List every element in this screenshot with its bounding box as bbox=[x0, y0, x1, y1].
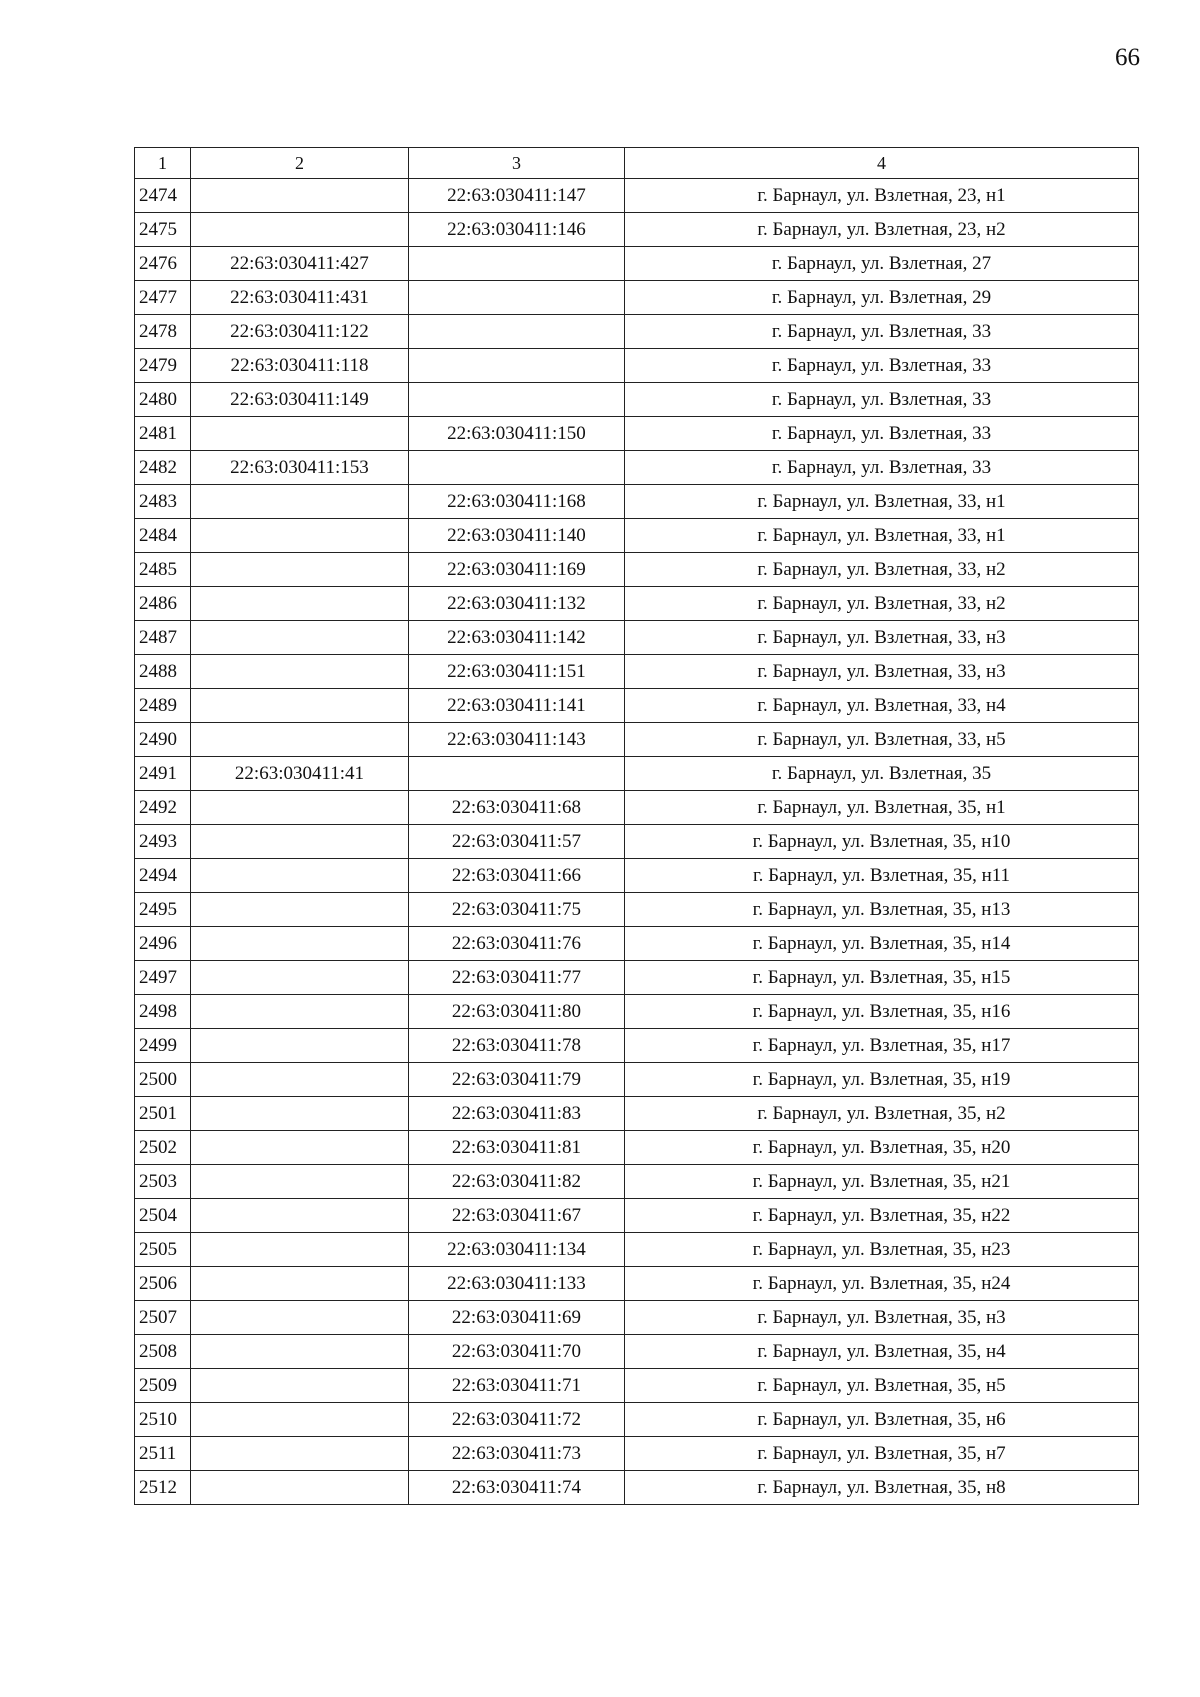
row-number-cell: 2484 bbox=[135, 519, 191, 553]
cadastral-number-cell: 22:63:030411:80 bbox=[409, 995, 625, 1029]
cadastral-number-cell: 22:63:030411:431 bbox=[191, 281, 409, 315]
table-row bbox=[135, 315, 1139, 349]
cadastral-number-cell: 22:63:030411:69 bbox=[409, 1301, 625, 1335]
row-number-cell: 2490 bbox=[135, 723, 191, 757]
cadastral-number-cell bbox=[191, 859, 409, 893]
cadastral-number-cell: 22:63:030411:78 bbox=[409, 1029, 625, 1063]
address-cell: г. Барнаул, ул. Взлетная, 33, н2 bbox=[625, 587, 1139, 621]
table-row bbox=[135, 689, 1139, 723]
row-number-cell: 2481 bbox=[135, 417, 191, 451]
address-cell: г. Барнаул, ул. Взлетная, 33 bbox=[625, 451, 1139, 485]
cadastral-number-cell: 22:63:030411:81 bbox=[409, 1131, 625, 1165]
cadastral-number-cell bbox=[191, 485, 409, 519]
cadastral-number-cell bbox=[409, 349, 625, 383]
cadastral-number-cell: 22:63:030411:151 bbox=[409, 655, 625, 689]
cadastral-number-cell bbox=[191, 1165, 409, 1199]
table-row bbox=[135, 791, 1139, 825]
registry-table bbox=[134, 147, 1139, 1505]
row-number-cell: 2499 bbox=[135, 1029, 191, 1063]
table-row bbox=[135, 621, 1139, 655]
cadastral-number-cell: 22:63:030411:140 bbox=[409, 519, 625, 553]
address-cell: г. Барнаул, ул. Взлетная, 35, н5 bbox=[625, 1369, 1139, 1403]
cadastral-number-cell: 22:63:030411:134 bbox=[409, 1233, 625, 1267]
row-number-cell: 2478 bbox=[135, 315, 191, 349]
cadastral-number-cell: 22:63:030411:168 bbox=[409, 485, 625, 519]
address-cell: г. Барнаул, ул. Взлетная, 35, н15 bbox=[625, 961, 1139, 995]
cadastral-number-cell bbox=[191, 1097, 409, 1131]
cadastral-number-cell bbox=[191, 893, 409, 927]
cadastral-number-cell bbox=[191, 689, 409, 723]
cadastral-number-cell: 22:63:030411:75 bbox=[409, 893, 625, 927]
cadastral-number-cell: 22:63:030411:153 bbox=[191, 451, 409, 485]
table-row bbox=[135, 961, 1139, 995]
row-number-cell: 2510 bbox=[135, 1403, 191, 1437]
address-cell: г. Барнаул, ул. Взлетная, 35, н7 bbox=[625, 1437, 1139, 1471]
row-number-cell: 2496 bbox=[135, 927, 191, 961]
row-number-cell: 2505 bbox=[135, 1233, 191, 1267]
cadastral-number-cell bbox=[191, 791, 409, 825]
cadastral-number-cell bbox=[191, 1437, 409, 1471]
address-cell: г. Барнаул, ул. Взлетная, 33, н2 bbox=[625, 553, 1139, 587]
address-cell: г. Барнаул, ул. Взлетная, 33 bbox=[625, 383, 1139, 417]
row-number-cell: 2498 bbox=[135, 995, 191, 1029]
row-number-cell: 2488 bbox=[135, 655, 191, 689]
cadastral-number-cell: 22:63:030411:70 bbox=[409, 1335, 625, 1369]
table-row bbox=[135, 859, 1139, 893]
address-cell: г. Барнаул, ул. Взлетная, 35, н6 bbox=[625, 1403, 1139, 1437]
table-row bbox=[135, 451, 1139, 485]
table-row bbox=[135, 1165, 1139, 1199]
address-cell: г. Барнаул, ул. Взлетная, 27 bbox=[625, 247, 1139, 281]
address-cell: г. Барнаул, ул. Взлетная, 33, н3 bbox=[625, 655, 1139, 689]
cadastral-number-cell bbox=[191, 1267, 409, 1301]
cadastral-number-cell bbox=[191, 417, 409, 451]
row-number-cell: 2506 bbox=[135, 1267, 191, 1301]
cadastral-number-cell bbox=[191, 1301, 409, 1335]
cadastral-number-cell: 22:63:030411:83 bbox=[409, 1097, 625, 1131]
address-cell: г. Барнаул, ул. Взлетная, 35, н4 bbox=[625, 1335, 1139, 1369]
row-number-cell: 2494 bbox=[135, 859, 191, 893]
row-number-cell: 2511 bbox=[135, 1437, 191, 1471]
cadastral-number-cell bbox=[409, 451, 625, 485]
cadastral-number-cell: 22:63:030411:169 bbox=[409, 553, 625, 587]
address-cell: г. Барнаул, ул. Взлетная, 35, н20 bbox=[625, 1131, 1139, 1165]
table-row bbox=[135, 927, 1139, 961]
table-row bbox=[135, 1437, 1139, 1471]
table-row bbox=[135, 281, 1139, 315]
cadastral-number-cell: 22:63:030411:141 bbox=[409, 689, 625, 723]
cadastral-number-cell: 22:63:030411:76 bbox=[409, 927, 625, 961]
cadastral-number-cell: 22:63:030411:73 bbox=[409, 1437, 625, 1471]
address-cell: г. Барнаул, ул. Взлетная, 23, н1 bbox=[625, 179, 1139, 213]
cadastral-number-cell: 22:63:030411:146 bbox=[409, 213, 625, 247]
cadastral-number-cell: 22:63:030411:79 bbox=[409, 1063, 625, 1097]
table-row bbox=[135, 655, 1139, 689]
table-row bbox=[135, 995, 1139, 1029]
address-cell: г. Барнаул, ул. Взлетная, 35, н11 bbox=[625, 859, 1139, 893]
address-cell: г. Барнаул, ул. Взлетная, 35 bbox=[625, 757, 1139, 791]
table-row bbox=[135, 1369, 1139, 1403]
cadastral-number-cell: 22:63:030411:147 bbox=[409, 179, 625, 213]
table-row bbox=[135, 553, 1139, 587]
address-cell: г. Барнаул, ул. Взлетная, 35, н19 bbox=[625, 1063, 1139, 1097]
address-cell: г. Барнаул, ул. Взлетная, 35, н8 bbox=[625, 1471, 1139, 1505]
address-cell: г. Барнаул, ул. Взлетная, 33, н3 bbox=[625, 621, 1139, 655]
row-number-cell: 2477 bbox=[135, 281, 191, 315]
row-number-cell: 2497 bbox=[135, 961, 191, 995]
address-cell: г. Барнаул, ул. Взлетная, 33 bbox=[625, 349, 1139, 383]
cadastral-number-cell bbox=[191, 213, 409, 247]
table-row bbox=[135, 485, 1139, 519]
cadastral-number-cell: 22:63:030411:118 bbox=[191, 349, 409, 383]
address-cell: г. Барнаул, ул. Взлетная, 35, н17 bbox=[625, 1029, 1139, 1063]
address-cell: г. Барнаул, ул. Взлетная, 35, н3 bbox=[625, 1301, 1139, 1335]
table-row bbox=[135, 1267, 1139, 1301]
cadastral-number-cell bbox=[191, 621, 409, 655]
page-number: 66 bbox=[1115, 44, 1140, 71]
address-cell: г. Барнаул, ул. Взлетная, 33, н4 bbox=[625, 689, 1139, 723]
cadastral-number-cell bbox=[191, 825, 409, 859]
cadastral-number-cell bbox=[191, 587, 409, 621]
address-cell: г. Барнаул, ул. Взлетная, 35, н10 bbox=[625, 825, 1139, 859]
cadastral-number-cell: 22:63:030411:41 bbox=[191, 757, 409, 791]
cadastral-number-cell: 22:63:030411:143 bbox=[409, 723, 625, 757]
address-cell: г. Барнаул, ул. Взлетная, 23, н2 bbox=[625, 213, 1139, 247]
row-number-cell: 2487 bbox=[135, 621, 191, 655]
header-row bbox=[135, 148, 1139, 179]
row-number-cell: 2480 bbox=[135, 383, 191, 417]
cadastral-number-cell: 22:63:030411:66 bbox=[409, 859, 625, 893]
cadastral-number-cell bbox=[191, 1199, 409, 1233]
row-number-cell: 2500 bbox=[135, 1063, 191, 1097]
cadastral-number-cell: 22:63:030411:142 bbox=[409, 621, 625, 655]
row-number-cell: 2504 bbox=[135, 1199, 191, 1233]
column-header-2: 2 bbox=[191, 148, 409, 179]
table-row bbox=[135, 825, 1139, 859]
cadastral-number-cell: 22:63:030411:72 bbox=[409, 1403, 625, 1437]
row-number-cell: 2474 bbox=[135, 179, 191, 213]
column-header-4: 4 bbox=[625, 148, 1139, 179]
table-row bbox=[135, 1335, 1139, 1369]
cadastral-number-cell: 22:63:030411:77 bbox=[409, 961, 625, 995]
row-number-cell: 2486 bbox=[135, 587, 191, 621]
row-number-cell: 2476 bbox=[135, 247, 191, 281]
row-number-cell: 2475 bbox=[135, 213, 191, 247]
address-cell: г. Барнаул, ул. Взлетная, 35, н23 bbox=[625, 1233, 1139, 1267]
table-row bbox=[135, 1199, 1139, 1233]
row-number-cell: 2493 bbox=[135, 825, 191, 859]
row-number-cell: 2495 bbox=[135, 893, 191, 927]
table-row bbox=[135, 723, 1139, 757]
address-cell: г. Барнаул, ул. Взлетная, 35, н21 bbox=[625, 1165, 1139, 1199]
cadastral-number-cell bbox=[191, 995, 409, 1029]
row-number-cell: 2479 bbox=[135, 349, 191, 383]
address-cell: г. Барнаул, ул. Взлетная, 35, н2 bbox=[625, 1097, 1139, 1131]
cadastral-number-cell bbox=[191, 1471, 409, 1505]
table-row bbox=[135, 1063, 1139, 1097]
cadastral-number-cell bbox=[409, 757, 625, 791]
cadastral-number-cell bbox=[191, 519, 409, 553]
cadastral-number-cell bbox=[191, 179, 409, 213]
row-number-cell: 2507 bbox=[135, 1301, 191, 1335]
table-row bbox=[135, 1131, 1139, 1165]
table-row bbox=[135, 417, 1139, 451]
cadastral-number-cell: 22:63:030411:71 bbox=[409, 1369, 625, 1403]
address-cell: г. Барнаул, ул. Взлетная, 35, н22 bbox=[625, 1199, 1139, 1233]
address-cell: г. Барнаул, ул. Взлетная, 33, н1 bbox=[625, 519, 1139, 553]
cadastral-number-cell bbox=[191, 655, 409, 689]
row-number-cell: 2508 bbox=[135, 1335, 191, 1369]
cadastral-number-cell bbox=[191, 1131, 409, 1165]
cadastral-number-cell: 22:63:030411:122 bbox=[191, 315, 409, 349]
cadastral-number-cell: 22:63:030411:427 bbox=[191, 247, 409, 281]
cadastral-number-cell bbox=[191, 1369, 409, 1403]
row-number-cell: 2482 bbox=[135, 451, 191, 485]
cadastral-number-cell: 22:63:030411:68 bbox=[409, 791, 625, 825]
cadastral-number-cell: 22:63:030411:74 bbox=[409, 1471, 625, 1505]
address-cell: г. Барнаул, ул. Взлетная, 33 bbox=[625, 417, 1139, 451]
cadastral-number-cell bbox=[191, 927, 409, 961]
row-number-cell: 2491 bbox=[135, 757, 191, 791]
table-row bbox=[135, 349, 1139, 383]
table-row bbox=[135, 383, 1139, 417]
row-number-cell: 2489 bbox=[135, 689, 191, 723]
table-body bbox=[135, 179, 1139, 1505]
cadastral-number-cell bbox=[191, 1335, 409, 1369]
cadastral-number-cell: 22:63:030411:150 bbox=[409, 417, 625, 451]
cadastral-number-cell bbox=[409, 315, 625, 349]
cadastral-number-cell: 22:63:030411:132 bbox=[409, 587, 625, 621]
table-row bbox=[135, 247, 1139, 281]
cadastral-number-cell bbox=[191, 961, 409, 995]
table-row bbox=[135, 519, 1139, 553]
column-header-3: 3 bbox=[409, 148, 625, 179]
row-number-cell: 2501 bbox=[135, 1097, 191, 1131]
row-number-cell: 2492 bbox=[135, 791, 191, 825]
address-cell: г. Барнаул, ул. Взлетная, 35, н16 bbox=[625, 995, 1139, 1029]
address-cell: г. Барнаул, ул. Взлетная, 29 bbox=[625, 281, 1139, 315]
cadastral-number-cell: 22:63:030411:133 bbox=[409, 1267, 625, 1301]
row-number-cell: 2512 bbox=[135, 1471, 191, 1505]
table-row bbox=[135, 1301, 1139, 1335]
row-number-cell: 2509 bbox=[135, 1369, 191, 1403]
cadastral-number-cell: 22:63:030411:67 bbox=[409, 1199, 625, 1233]
cadastral-number-cell bbox=[191, 1403, 409, 1437]
table-header bbox=[135, 148, 1139, 179]
cadastral-number-cell: 22:63:030411:149 bbox=[191, 383, 409, 417]
table-row bbox=[135, 1097, 1139, 1131]
cadastral-number-cell bbox=[409, 383, 625, 417]
row-number-cell: 2485 bbox=[135, 553, 191, 587]
table-row bbox=[135, 587, 1139, 621]
address-cell: г. Барнаул, ул. Взлетная, 35, н24 bbox=[625, 1267, 1139, 1301]
cadastral-number-cell bbox=[191, 1233, 409, 1267]
cadastral-number-cell bbox=[191, 723, 409, 757]
cadastral-number-cell bbox=[191, 553, 409, 587]
table-row bbox=[135, 893, 1139, 927]
address-cell: г. Барнаул, ул. Взлетная, 33 bbox=[625, 315, 1139, 349]
cadastral-number-cell: 22:63:030411:82 bbox=[409, 1165, 625, 1199]
table-row bbox=[135, 1233, 1139, 1267]
table-row bbox=[135, 179, 1139, 213]
address-cell: г. Барнаул, ул. Взлетная, 35, н1 bbox=[625, 791, 1139, 825]
address-cell: г. Барнаул, ул. Взлетная, 35, н13 bbox=[625, 893, 1139, 927]
address-cell: г. Барнаул, ул. Взлетная, 35, н14 bbox=[625, 927, 1139, 961]
cadastral-number-cell: 22:63:030411:57 bbox=[409, 825, 625, 859]
row-number-cell: 2502 bbox=[135, 1131, 191, 1165]
table-row bbox=[135, 1403, 1139, 1437]
table-row bbox=[135, 1471, 1139, 1505]
table-row bbox=[135, 213, 1139, 247]
row-number-cell: 2503 bbox=[135, 1165, 191, 1199]
table-row bbox=[135, 757, 1139, 791]
address-cell: г. Барнаул, ул. Взлетная, 33, н5 bbox=[625, 723, 1139, 757]
table-row bbox=[135, 1029, 1139, 1063]
cadastral-number-cell bbox=[409, 247, 625, 281]
cadastral-number-cell bbox=[191, 1029, 409, 1063]
column-header-1: 1 bbox=[135, 148, 191, 179]
address-cell: г. Барнаул, ул. Взлетная, 33, н1 bbox=[625, 485, 1139, 519]
cadastral-number-cell bbox=[191, 1063, 409, 1097]
cadastral-number-cell bbox=[409, 281, 625, 315]
row-number-cell: 2483 bbox=[135, 485, 191, 519]
